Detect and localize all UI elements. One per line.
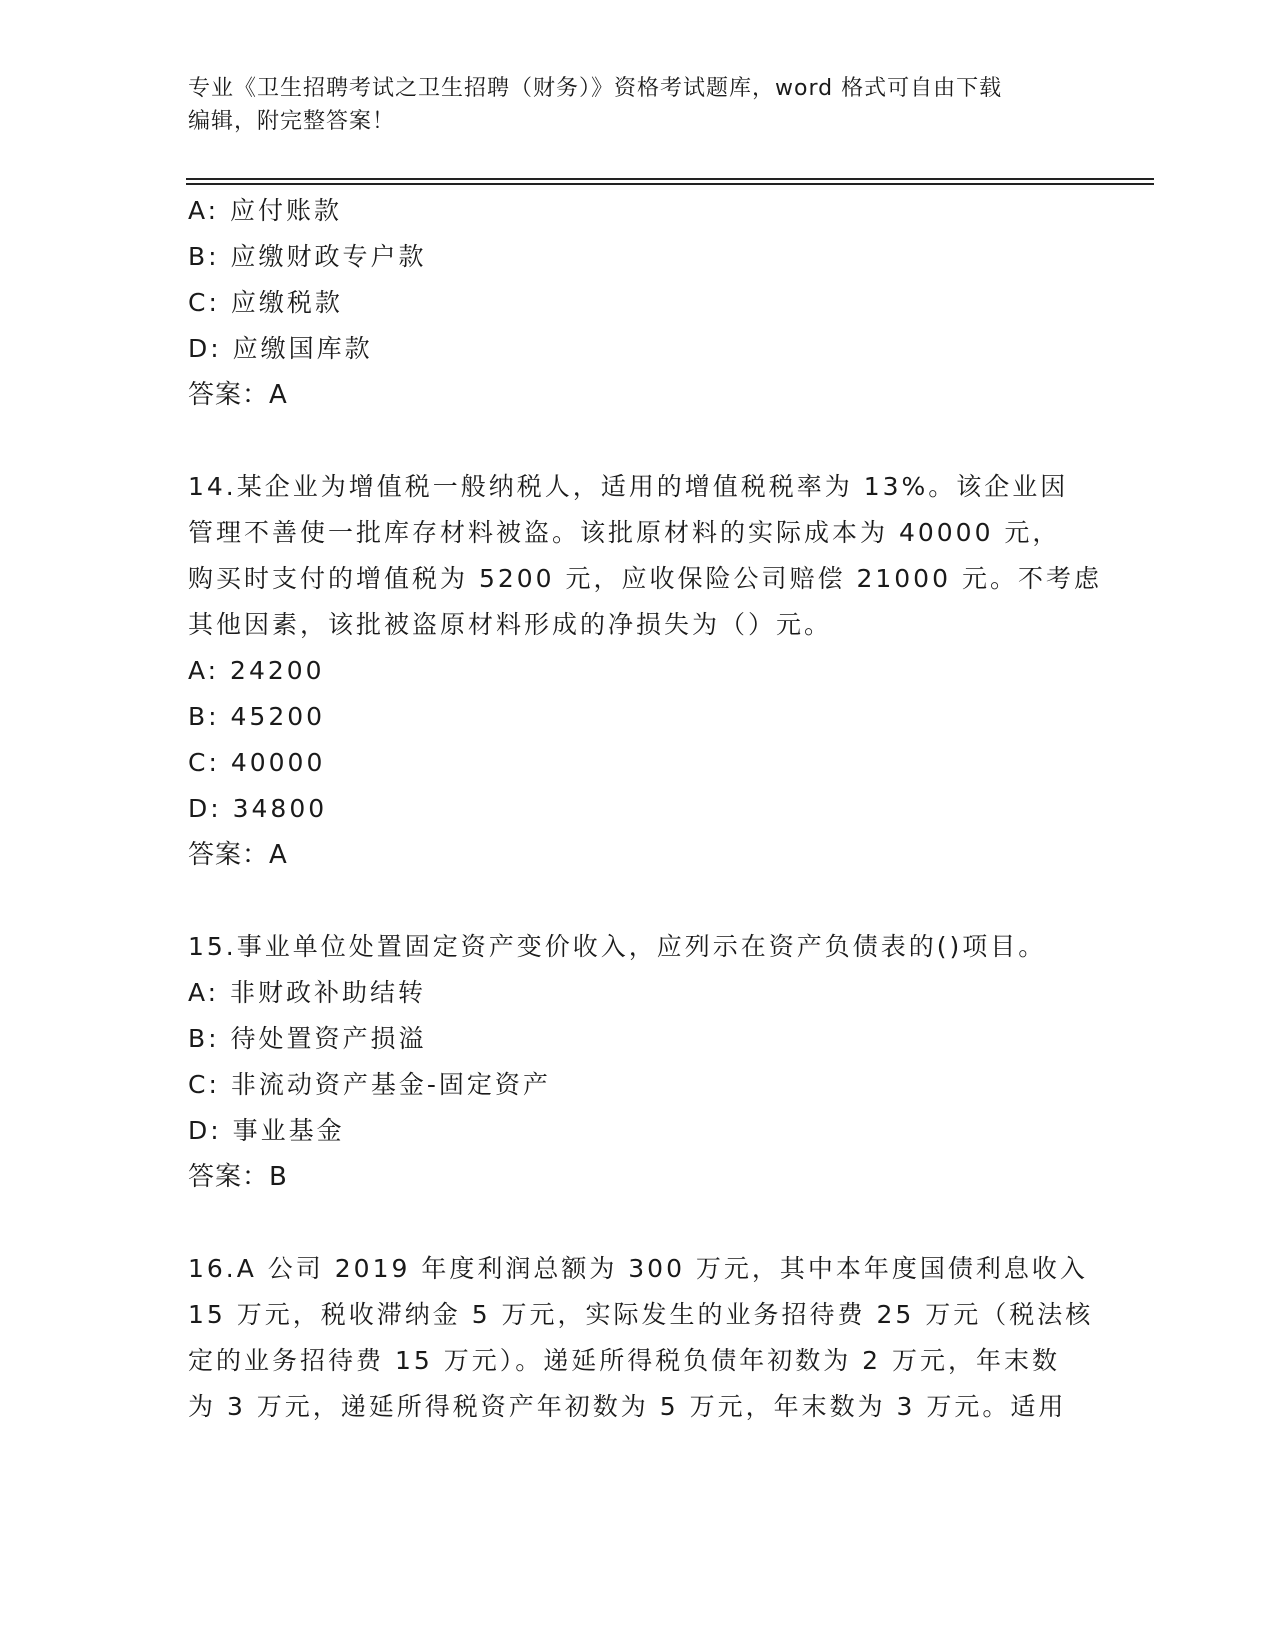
option-a: A: 应付账款: [188, 196, 343, 225]
question-15: [188, 924, 1088, 1200]
spacer: [188, 418, 1088, 464]
header-line-1: 专业《卫生招聘考试之卫生招聘（财务）》资格考试题库，word 格式可自由下载: [188, 76, 1003, 101]
question-13: [188, 188, 1088, 418]
question-stem-line: 16.A 公司 2019 年度利润总额为 300 万元，其中本年度国债利息收入: [188, 1254, 1088, 1283]
question-16: [188, 1246, 1094, 1430]
option-a: A: 非财政补助结转: [188, 978, 427, 1007]
option-c: C: 应缴税款: [188, 288, 343, 317]
option-a: A: 24200: [188, 656, 325, 685]
question-14: [188, 464, 1102, 878]
option-b: B: 45200: [188, 702, 326, 731]
document-header: [188, 72, 1088, 138]
option-d: D: 应缴国库款: [188, 334, 373, 363]
spacer: [188, 878, 1088, 924]
spacer: [188, 1200, 1088, 1246]
question-stem-line: 管理不善使一批库存材料被盗。该批原材料的实际成本为 40000 元，: [188, 518, 1061, 547]
question-stem-line: 为 3 万元，递延所得税资产年初数为 5 万元，年末数为 3 万元。适用: [188, 1392, 1067, 1421]
question-stem-line: 15 万元，税收滞纳金 5 万元，实际发生的业务招待费 25 万元（税法核: [188, 1300, 1094, 1329]
question-list: [188, 188, 1102, 1430]
answer: 答案：B: [188, 1162, 288, 1192]
option-b: B: 待处置资产损溢: [188, 1024, 427, 1053]
question-stem-line: 定的业务招待费 15 万元）。递延所得税负债年初数为 2 万元，年末数: [188, 1346, 1061, 1375]
header-line-2: 编辑，附完整答案！: [188, 109, 396, 134]
option-b: B: 应缴财政专户款: [188, 242, 427, 271]
question-stem-line: 购买时支付的增值税为 5200 元，应收保险公司赔偿 21000 元。不考虑: [188, 564, 1102, 593]
option-c: C: 非流动资产基金-固定资产: [188, 1070, 551, 1099]
option-d: D: 事业基金: [188, 1116, 345, 1145]
option-d: D: 34800: [188, 794, 328, 823]
option-c: C: 40000: [188, 748, 326, 777]
answer: 答案：A: [188, 840, 288, 870]
question-stem-line: 14.某企业为增值税一般纳税人，适用的增值税税率为 13%。该企业因: [188, 472, 1069, 501]
header-rule-bottom: [186, 183, 1154, 185]
question-stem-line: 15.事业单位处置固定资产变价收入，应列示在资产负债表的()项目。: [188, 932, 1047, 961]
header-rule-top: [186, 178, 1154, 180]
question-stem-line: 其他因素，该批被盗原材料形成的净损失为（）元。: [188, 610, 833, 639]
answer: 答案：A: [188, 380, 288, 410]
